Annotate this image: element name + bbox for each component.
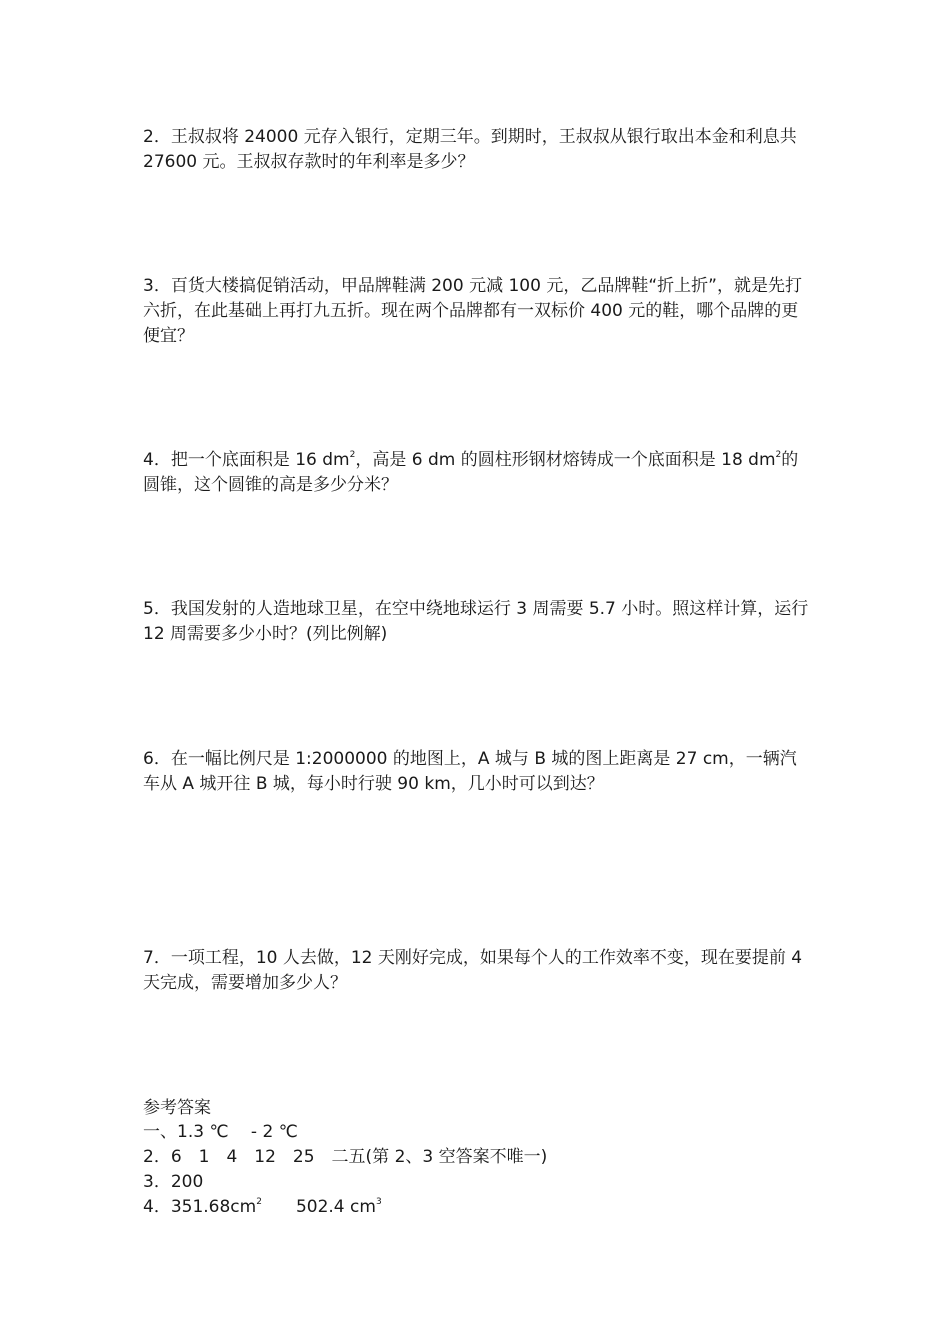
question-4-text-part2: ，高是 6 dm 的圆柱形钢材熔铸成一个底面积是 18 dm — [355, 450, 776, 470]
answer-line-1: 一、1.3 ℃ - 2 ℃ — [143, 1122, 298, 1142]
answer-4-part1: 4．351.68cm — [143, 1197, 257, 1217]
question-2 — [143, 125, 811, 175]
question-4-text-part1: 4．把一个底面积是 16 dm — [143, 450, 350, 470]
question-3-text: 3．百货大楼搞促销活动，甲品牌鞋满 200 元减 100 元，乙品牌鞋“折上折”，就是先打六折，在此基础上再打九五折。现在两个品牌都有一双标价 400 元的鞋，哪个品牌的更便宜？ — [143, 276, 802, 346]
question-5 — [143, 597, 811, 647]
answer-heading: 参考答案 — [143, 1098, 211, 1118]
question-7-text: 7．一项工程，10 人去做，12 天刚好完成，如果每个人的工作效率不变，现在要提前 4 天完成，需要增加多少人？ — [143, 948, 803, 993]
answer-line-4 — [143, 1195, 382, 1220]
question-5-text: 5．我国发射的人造地球卫星，在空中绕地球运行 3 周需要 5.7 小时。照这样计算，运行 12 周需要多少小时？(列比例解) — [143, 599, 809, 644]
answer-line-3: 3．200 — [143, 1172, 204, 1192]
question-4 — [143, 448, 811, 498]
question-4-superscript-1: 2 — [349, 450, 356, 460]
question-2-text: 2．王叔叔将 24000 元存入银行，定期三年。到期时，王叔叔从银行取出本金和利息共 27600 元。王叔叔存款时的年利率是多少？ — [143, 127, 797, 172]
question-6-text: 6．在一幅比例尺是 1:2000000 的地图上，A 城与 B 城的图上距离是 27 cm，一辆汽车从 A 城开往 B 城，每小时行驶 90 km，几小时可以到达？ — [143, 749, 797, 794]
question-4-text-part3: 的圆锥，这个圆锥的高是多少分米？ — [143, 450, 799, 495]
question-4-superscript-2: 2 — [775, 450, 782, 460]
question-3 — [143, 274, 811, 349]
answer-4-superscript-1: 2 — [256, 1197, 262, 1207]
answer-4-part2: 502.4 cm — [261, 1197, 376, 1217]
answer-4-superscript-2: 3 — [375, 1197, 382, 1207]
answer-line-2: 2．6 1 4 12 25 二五(第 2、3 空答案不唯一) — [143, 1147, 548, 1167]
question-7 — [143, 946, 811, 996]
question-6 — [143, 747, 811, 797]
